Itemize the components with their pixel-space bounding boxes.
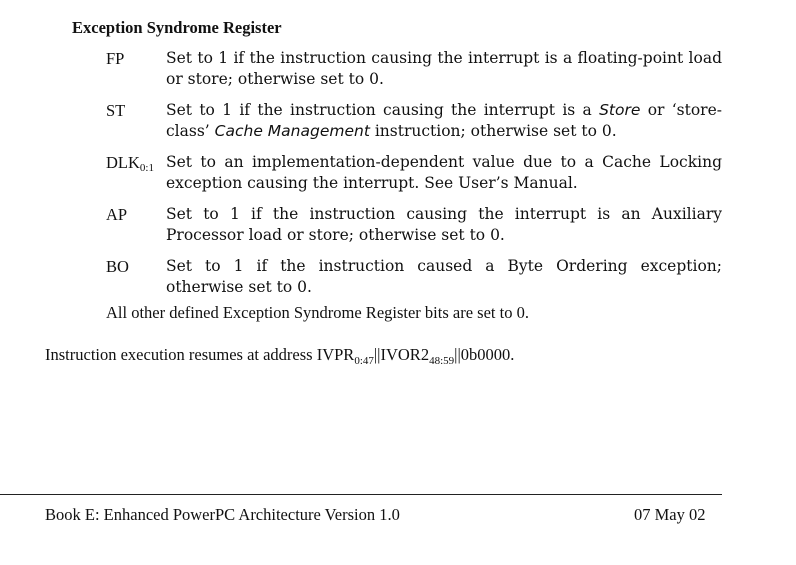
- field-description: [166, 48, 722, 90]
- footer-divider: [0, 494, 722, 495]
- field-name-text: AP: [106, 205, 128, 224]
- resume-suffix: ||0b0000.: [454, 345, 515, 364]
- resume-prefix: Instruction execution resumes at address IVPR: [45, 345, 355, 364]
- field-description: [166, 100, 722, 142]
- section-heading: Exception Syndrome Register: [72, 18, 282, 37]
- field-description-text: or ‘store-class’: [166, 101, 722, 140]
- field-description-text: Set to 1 if the instruction causing the interrupt is an Auxiliary Processor load or store; otherwise set to 0.: [166, 205, 722, 244]
- field-list: [106, 48, 722, 308]
- field-row: [106, 204, 722, 246]
- field-description: [166, 256, 722, 298]
- field-name: [106, 152, 166, 194]
- field-name-text: ST: [106, 101, 126, 120]
- field-name: [106, 48, 166, 90]
- resume-mid: ||IVOR2: [373, 345, 430, 364]
- footer-date: 07 May 02: [634, 505, 706, 524]
- footer-book-title: Book E: Enhanced PowerPC Architecture Version 1.0: [45, 505, 400, 524]
- field-description-text: Set to 1 if the instruction caused a Byte Ordering exception; otherwise set to 0.: [166, 257, 722, 296]
- field-name-subscript: 0:1: [139, 162, 154, 174]
- field-description-text: instruction; otherwise set to 0.: [369, 122, 617, 140]
- field-description-italic: Cache Management: [214, 122, 370, 140]
- field-description-text: Set to an implementation-dependent value due to a Cache Locking exception causing the interrupt. See User’s Manual.: [166, 153, 722, 192]
- field-name-text: DLK: [106, 153, 140, 172]
- field-name-text: BO: [106, 257, 129, 276]
- field-name-text: FP: [106, 49, 125, 68]
- field-row: [106, 48, 722, 90]
- field-name: [106, 204, 166, 246]
- field-row: [106, 256, 722, 298]
- field-description-italic: Store: [599, 101, 641, 119]
- field-row: [106, 152, 722, 194]
- field-description-text: Set to 1 if the instruction causing the interrupt is a floating-point load or store; otherwise set to 0.: [166, 49, 722, 88]
- field-description-text: Set to 1 if the instruction causing the interrupt is a: [166, 101, 600, 119]
- field-row: [106, 100, 722, 142]
- field-name: [106, 256, 166, 298]
- resume-address-text: [45, 344, 514, 372]
- field-description: [166, 204, 722, 246]
- field-description: [166, 152, 722, 194]
- resume-subscript-ivpr: 0:47: [354, 355, 374, 367]
- field-name: [106, 100, 166, 142]
- other-bits-note: All other defined Exception Syndrome Register bits are set to 0.: [106, 303, 529, 322]
- resume-subscript-ivor: 48:59: [429, 355, 455, 367]
